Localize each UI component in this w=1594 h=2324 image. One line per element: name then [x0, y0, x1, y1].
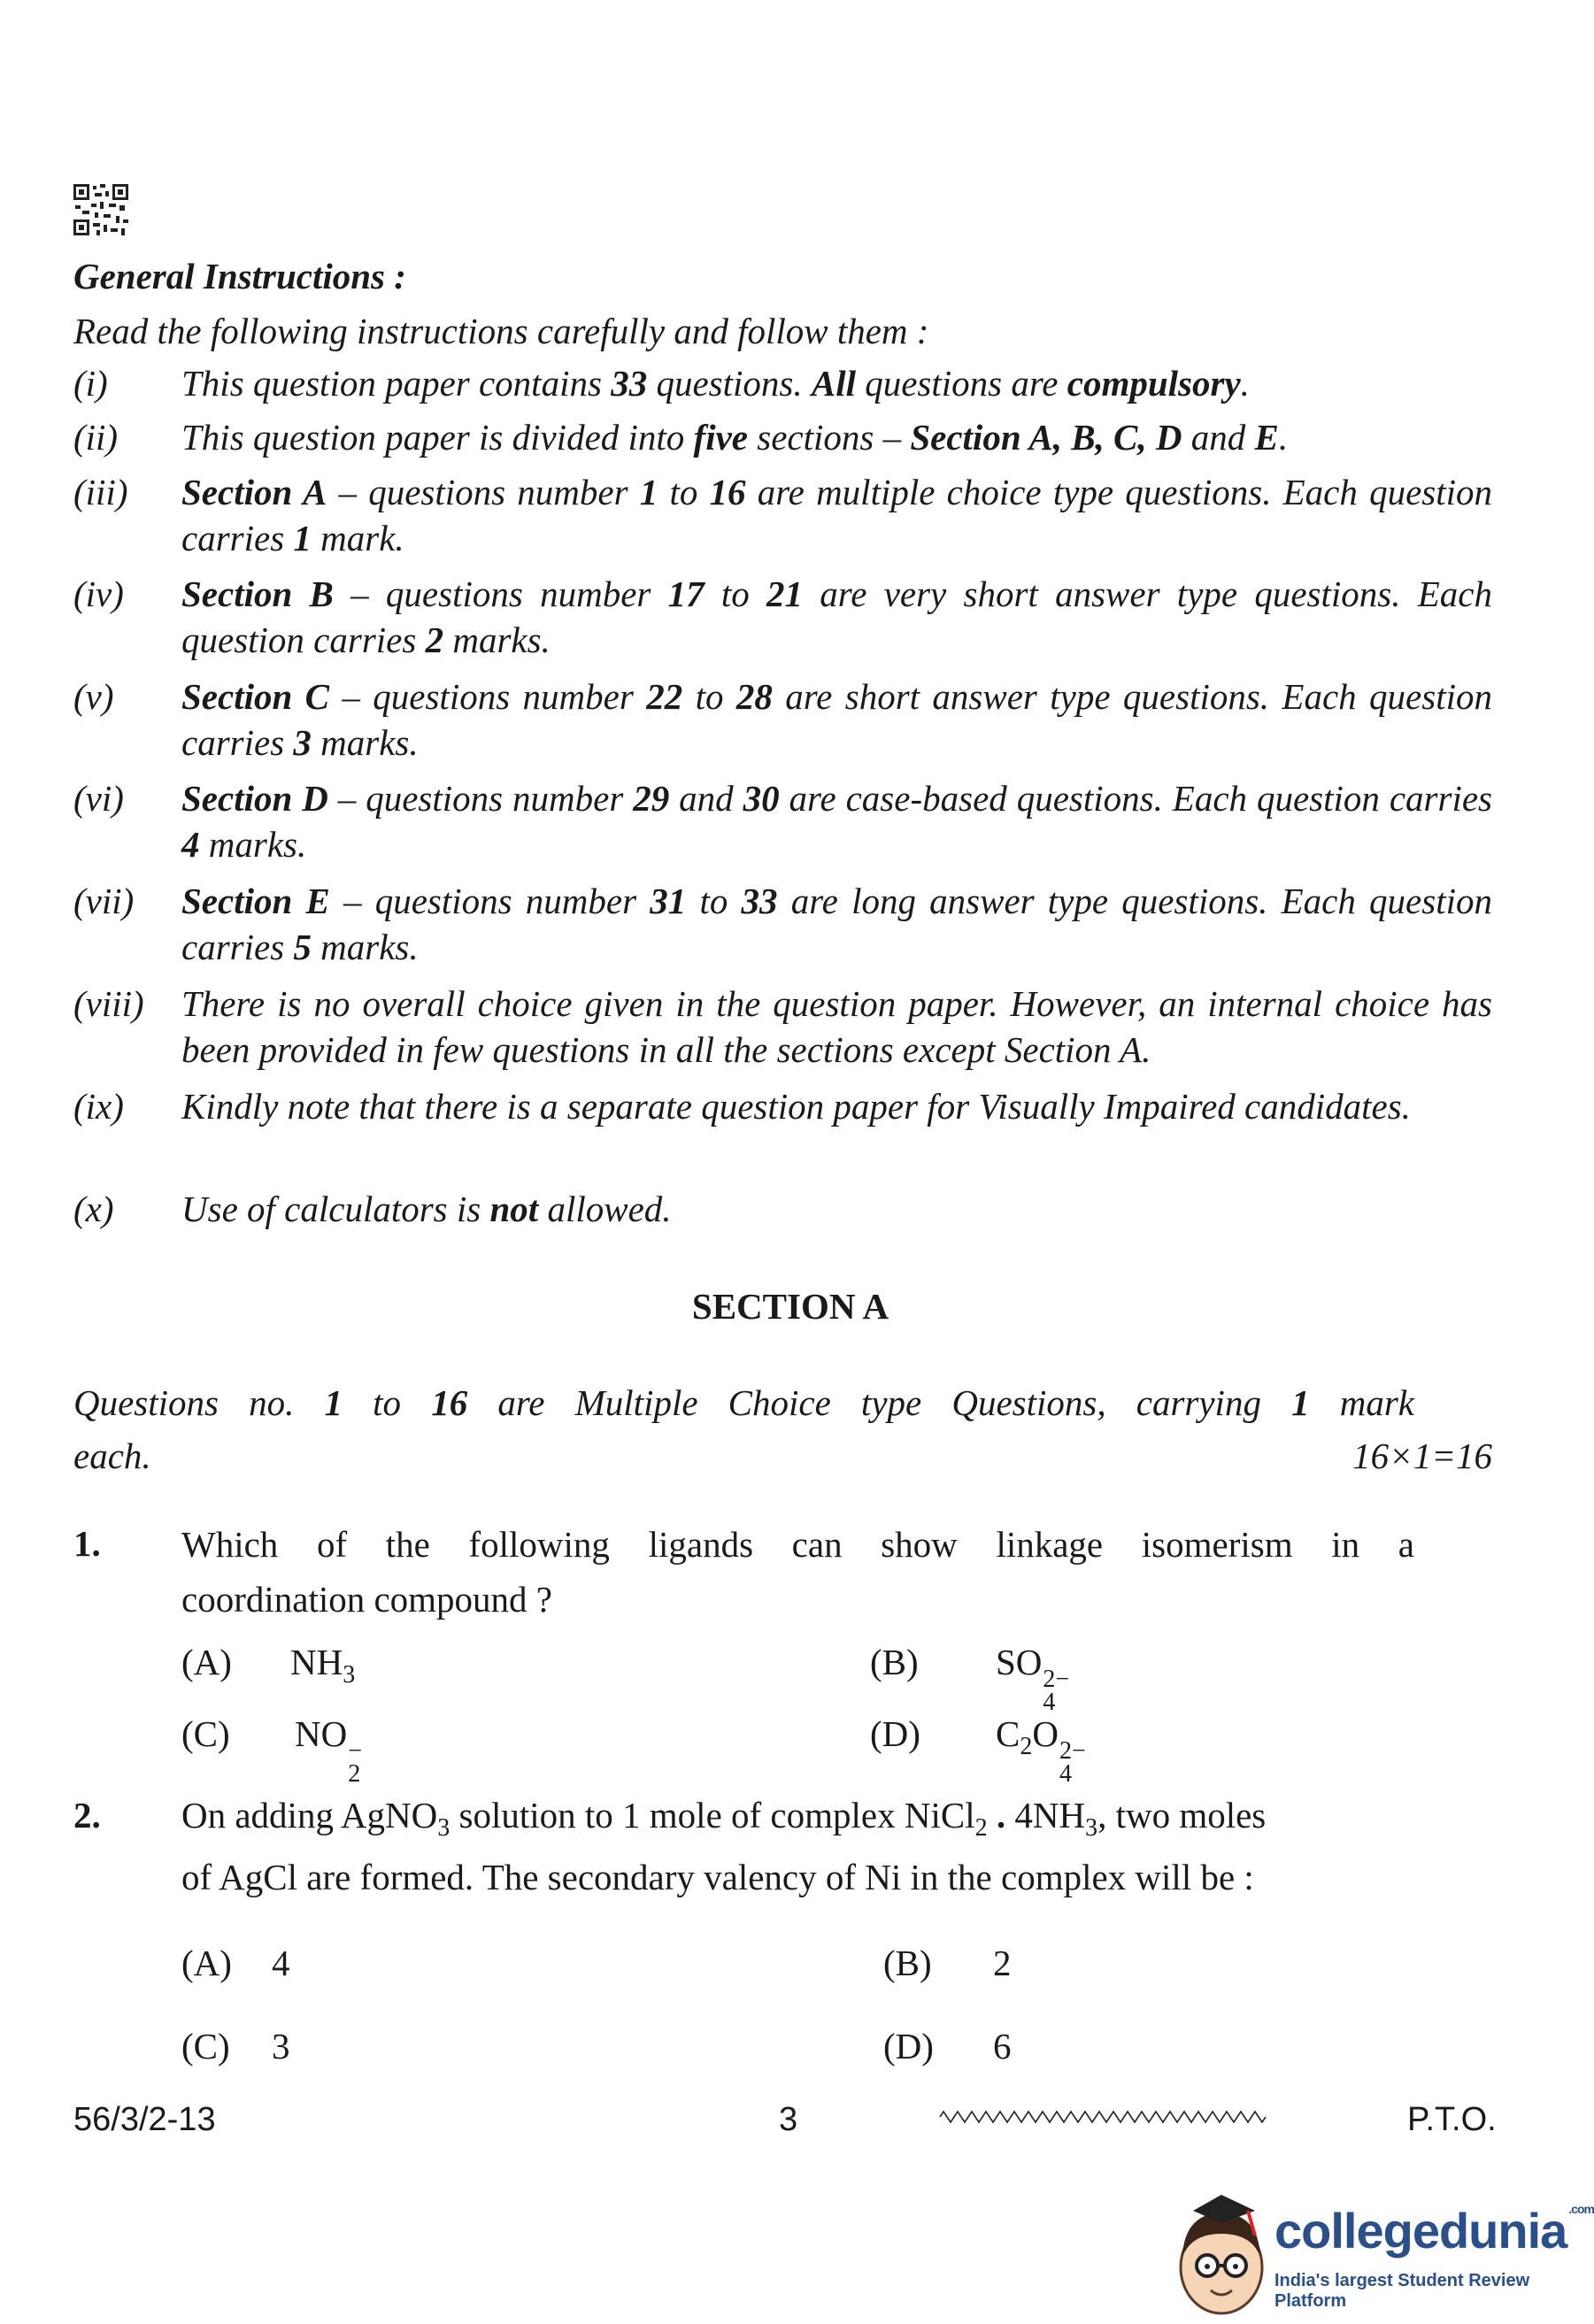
instruction-number: (iii): [73, 472, 128, 512]
instruction-item: [73, 1083, 1492, 1129]
instruction-number: (x): [73, 1189, 114, 1229]
instruction-item: [73, 878, 1492, 970]
question-text-line: coordination compound ?: [181, 1579, 553, 1620]
general-instructions-intro: Read the following instructions carefully and follow them :: [73, 311, 929, 351]
question-text-line: of AgCl are formed. The secondary valency of Ni in the complex will be :: [181, 1857, 1254, 1897]
instruction-number: (ix): [73, 1086, 124, 1127]
section-intro-tail: each.: [73, 1435, 151, 1476]
instruction-text: This question paper contains 33 questions. All questions are compulsory.: [181, 363, 1250, 404]
instruction-text: There is no overall choice given in the question paper. However, an internal choice has been provided in few questions in all the sections except Section A.: [181, 983, 1492, 1070]
option-value: $NH_3$: [290, 1642, 356, 1689]
instruction-number: (i): [73, 363, 108, 404]
option-value: 4: [272, 1943, 290, 1983]
question-number: 2.: [73, 1795, 101, 1835]
general-instructions-title: General Instructions :: [73, 256, 406, 296]
option-value: NO − 2: [295, 1713, 363, 1788]
question-text-line: On adding AgNO$_3$ solution to 1 mole of complex NiCl$_2$ . $4NH_3$, two moles: [181, 1795, 1267, 1843]
option-label: (A): [181, 1943, 232, 1983]
qr-code: [73, 184, 128, 235]
collegedunia-tagline: India's largest Student Review Platform: [1274, 2271, 1530, 2311]
instruction-item: [73, 775, 1492, 867]
logo-name: collegedunia: [1274, 2203, 1567, 2259]
instruction-item: [73, 469, 1492, 561]
option-value: $C_2O$ 2− 4: [996, 1713, 1086, 1788]
instruction-number: (viii): [73, 983, 144, 1024]
section-intro: Questions no. 1 to 16 are Multiple Choice type Questions, carrying 1 mark: [73, 1382, 1414, 1423]
option-label: (C): [181, 2026, 230, 2066]
option-label: (D): [883, 2026, 934, 2066]
instruction-item: [73, 571, 1492, 663]
paper-code: 56/3/2-13: [73, 2101, 216, 2138]
instruction-text: Section A – questions number 1 to 16 are multiple choice type questions. Each question carries 1 mark.: [181, 472, 1493, 558]
section-title: SECTION A: [691, 1286, 889, 1327]
option-value: 3: [272, 2026, 290, 2066]
instruction-text: Use of calculators is not allowed.: [181, 1189, 672, 1229]
option-value: 6: [993, 2026, 1012, 2066]
instruction-item: [73, 414, 1492, 460]
option-label: (A): [181, 1642, 232, 1682]
page-number: 3: [779, 2101, 798, 2138]
instruction-text: Section C – questions number 22 to 28 are short answer type questions. Each question carries 3 marks.: [181, 676, 1492, 763]
instruction-item: [73, 360, 1492, 406]
instruction-number: (v): [73, 676, 114, 717]
question-number: 1.: [73, 1523, 101, 1564]
option-label: (B): [870, 1642, 919, 1682]
option-label: (C): [181, 1713, 230, 1754]
option-value: 2: [993, 1943, 1012, 1983]
logo-suffix: .com: [1568, 2202, 1594, 2216]
option-value: SO 2− 4: [996, 1642, 1070, 1716]
instruction-number: (ii): [73, 417, 119, 458]
instruction-number: (iv): [73, 573, 124, 614]
instruction-text: This question paper is divided into five sections – Section A, B, C, D and E.: [181, 417, 1289, 458]
collegedunia-logo-text: [1274, 2202, 1594, 2259]
instruction-number: (vii): [73, 881, 135, 921]
instruction-item: [73, 981, 1492, 1073]
section-marks: 16×1=16: [1352, 1435, 1492, 1476]
wave-line-decoration: [940, 2107, 1262, 2127]
pto-label: P.T.O.: [1407, 2101, 1497, 2138]
option-label: (B): [883, 1943, 932, 1983]
instruction-text: Section D – questions number 29 and 30 are case-based questions. Each question carries 4 marks.: [181, 778, 1492, 865]
question-text-line: Which of the following ligands can show linkage isomerism in a: [181, 1524, 1414, 1565]
instruction-number: (vi): [73, 778, 124, 819]
instruction-text: Section B – questions number 17 to 21 are very short answer type questions. Each question carries 2 marks.: [181, 573, 1492, 660]
option-label: (D): [870, 1713, 920, 1754]
instruction-item: [73, 673, 1492, 766]
instruction-text: Section E – questions number 31 to 33 are long answer type questions. Each question carries 5 marks.: [181, 881, 1492, 967]
section-intro-end: [73, 1429, 1492, 1482]
instruction-item: [73, 1186, 1492, 1232]
instruction-text: Kindly note that there is a separate question paper for Visually Impaired candidates.: [181, 1086, 1411, 1127]
